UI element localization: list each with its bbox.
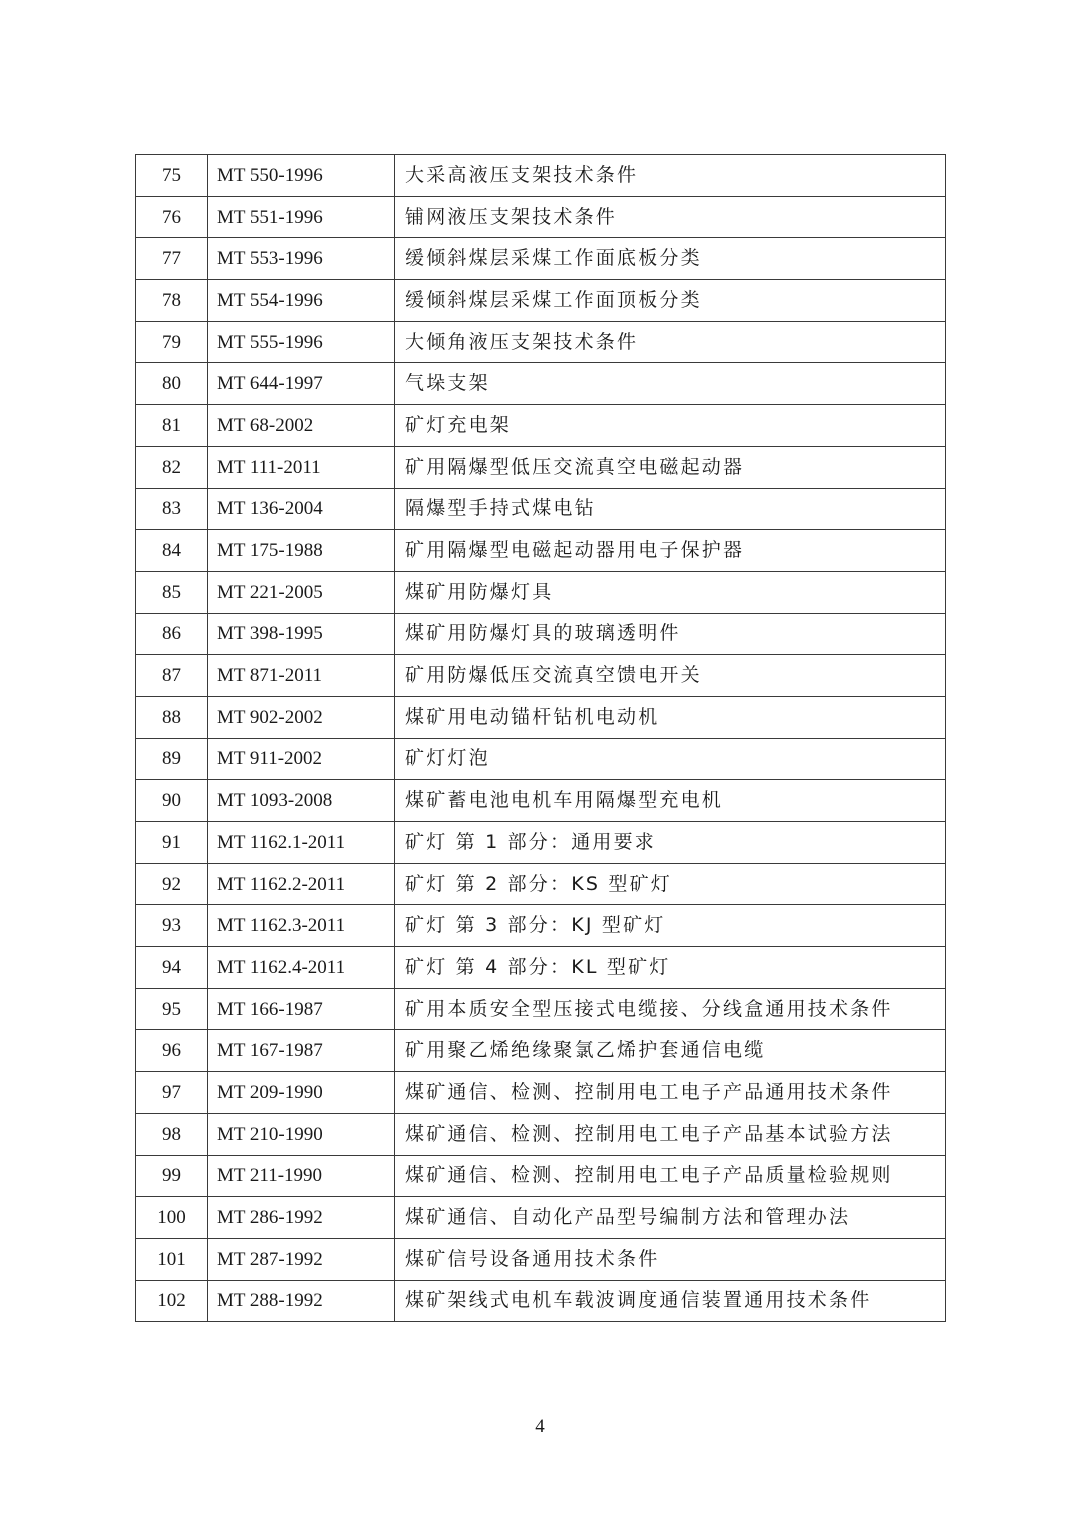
table-row: [136, 655, 946, 697]
row-number-cell: 82: [136, 446, 208, 488]
standard-code-cell: MT 554-1996: [208, 280, 395, 322]
standard-code-cell: MT 1162.3-2011: [208, 905, 395, 947]
row-number-cell: 100: [136, 1197, 208, 1239]
row-number-cell: 89: [136, 738, 208, 780]
standard-code-cell: MT 136-2004: [208, 488, 395, 530]
row-number-cell: 77: [136, 238, 208, 280]
standard-code-cell: MT 111-2011: [208, 446, 395, 488]
standard-name-cell: 矿灯灯泡: [395, 738, 946, 780]
table-row: [136, 405, 946, 447]
table-row: [136, 321, 946, 363]
row-number-cell: 87: [136, 655, 208, 697]
row-number-cell: 76: [136, 196, 208, 238]
standard-name-cell: 矿用隔爆型电磁起动器用电子保护器: [395, 530, 946, 572]
standard-code-cell: MT 1162.4-2011: [208, 947, 395, 989]
table-row: [136, 947, 946, 989]
standards-table-body: [136, 155, 946, 1322]
table-row: [136, 196, 946, 238]
standard-name-cell: 煤矿用防爆灯具的玻璃透明件: [395, 613, 946, 655]
standard-code-cell: MT 166-1987: [208, 988, 395, 1030]
row-number-cell: 81: [136, 405, 208, 447]
standard-name-cell: 矿灯 第 3 部分：KJ 型矿灯: [395, 905, 946, 947]
table-row: [136, 530, 946, 572]
row-number-cell: 98: [136, 1113, 208, 1155]
standard-name-cell: 煤矿通信、检测、控制用电工电子产品基本试验方法: [395, 1113, 946, 1155]
standard-name-cell: 缓倾斜煤层采煤工作面顶板分类: [395, 280, 946, 322]
row-number-cell: 80: [136, 363, 208, 405]
standard-name-cell: 缓倾斜煤层采煤工作面底板分类: [395, 238, 946, 280]
standard-code-cell: MT 551-1996: [208, 196, 395, 238]
standard-code-cell: MT 286-1992: [208, 1197, 395, 1239]
standard-code-cell: MT 1093-2008: [208, 780, 395, 822]
row-number-cell: 95: [136, 988, 208, 1030]
standard-code-cell: MT 911-2002: [208, 738, 395, 780]
table-row: [136, 988, 946, 1030]
table-row: [136, 1030, 946, 1072]
standard-name-cell: 矿用隔爆型低压交流真空电磁起动器: [395, 446, 946, 488]
standard-name-cell: 矿用防爆低压交流真空馈电开关: [395, 655, 946, 697]
standard-code-cell: MT 1162.1-2011: [208, 822, 395, 864]
standard-code-cell: MT 550-1996: [208, 155, 395, 197]
row-number-cell: 96: [136, 1030, 208, 1072]
standard-code-cell: MT 68-2002: [208, 405, 395, 447]
standard-name-cell: 大倾角液压支架技术条件: [395, 321, 946, 363]
standard-name-cell: 矿灯 第 2 部分：KS 型矿灯: [395, 863, 946, 905]
standard-code-cell: MT 902-2002: [208, 696, 395, 738]
table-row: [136, 1280, 946, 1322]
standard-name-cell: 矿用本质安全型压接式电缆接、分线盒通用技术条件: [395, 988, 946, 1030]
standard-name-cell: 煤矿信号设备通用技术条件: [395, 1238, 946, 1280]
table-row: [136, 363, 946, 405]
table-row: [136, 238, 946, 280]
row-number-cell: 78: [136, 280, 208, 322]
standard-code-cell: MT 175-1988: [208, 530, 395, 572]
row-number-cell: 97: [136, 1072, 208, 1114]
standard-code-cell: MT 555-1996: [208, 321, 395, 363]
row-number-cell: 84: [136, 530, 208, 572]
standard-name-cell: 煤矿用电动锚杆钻机电动机: [395, 696, 946, 738]
row-number-cell: 101: [136, 1238, 208, 1280]
standard-name-cell: 煤矿通信、自动化产品型号编制方法和管理办法: [395, 1197, 946, 1239]
row-number-cell: 99: [136, 1155, 208, 1197]
table-row: [136, 446, 946, 488]
table-row: [136, 738, 946, 780]
standard-code-cell: MT 287-1992: [208, 1238, 395, 1280]
standards-table: [135, 154, 946, 1322]
table-row: [136, 905, 946, 947]
row-number-cell: 88: [136, 696, 208, 738]
standard-name-cell: 煤矿蓄电池电机车用隔爆型充电机: [395, 780, 946, 822]
row-number-cell: 83: [136, 488, 208, 530]
standard-code-cell: MT 288-1992: [208, 1280, 395, 1322]
table-row: [136, 280, 946, 322]
standard-name-cell: 煤矿通信、检测、控制用电工电子产品通用技术条件: [395, 1072, 946, 1114]
standard-name-cell: 矿灯 第 1 部分：通用要求: [395, 822, 946, 864]
standard-name-cell: 矿用聚乙烯绝缘聚氯乙烯护套通信电缆: [395, 1030, 946, 1072]
standard-name-cell: 气垛支架: [395, 363, 946, 405]
table-row: [136, 822, 946, 864]
standard-code-cell: MT 167-1987: [208, 1030, 395, 1072]
standard-code-cell: MT 209-1990: [208, 1072, 395, 1114]
table-row: [136, 1238, 946, 1280]
table-row: [136, 696, 946, 738]
table-row: [136, 1113, 946, 1155]
standard-name-cell: 铺网液压支架技术条件: [395, 196, 946, 238]
table-row: [136, 155, 946, 197]
row-number-cell: 93: [136, 905, 208, 947]
standard-code-cell: MT 221-2005: [208, 571, 395, 613]
page-number: 4: [535, 1416, 545, 1437]
standard-name-cell: 矿灯充电架: [395, 405, 946, 447]
standard-code-cell: MT 1162.2-2011: [208, 863, 395, 905]
standard-name-cell: 煤矿通信、检测、控制用电工电子产品质量检验规则: [395, 1155, 946, 1197]
table-row: [136, 1197, 946, 1239]
row-number-cell: 91: [136, 822, 208, 864]
table-row: [136, 488, 946, 530]
table-row: [136, 780, 946, 822]
row-number-cell: 102: [136, 1280, 208, 1322]
standard-code-cell: MT 398-1995: [208, 613, 395, 655]
row-number-cell: 79: [136, 321, 208, 363]
row-number-cell: 92: [136, 863, 208, 905]
table-row: [136, 571, 946, 613]
standard-code-cell: MT 871-2011: [208, 655, 395, 697]
row-number-cell: 85: [136, 571, 208, 613]
row-number-cell: 75: [136, 155, 208, 197]
table-row: [136, 1155, 946, 1197]
table-row: [136, 1072, 946, 1114]
standard-name-cell: 矿灯 第 4 部分：KL 型矿灯: [395, 947, 946, 989]
standard-code-cell: MT 553-1996: [208, 238, 395, 280]
row-number-cell: 86: [136, 613, 208, 655]
standard-name-cell: 煤矿用防爆灯具: [395, 571, 946, 613]
standard-name-cell: 大采高液压支架技术条件: [395, 155, 946, 197]
table-row: [136, 613, 946, 655]
table-row: [136, 863, 946, 905]
row-number-cell: 90: [136, 780, 208, 822]
standard-code-cell: MT 210-1990: [208, 1113, 395, 1155]
standard-name-cell: 煤矿架线式电机车载波调度通信装置通用技术条件: [395, 1280, 946, 1322]
standard-code-cell: MT 211-1990: [208, 1155, 395, 1197]
row-number-cell: 94: [136, 947, 208, 989]
standard-code-cell: MT 644-1997: [208, 363, 395, 405]
standard-name-cell: 隔爆型手持式煤电钻: [395, 488, 946, 530]
